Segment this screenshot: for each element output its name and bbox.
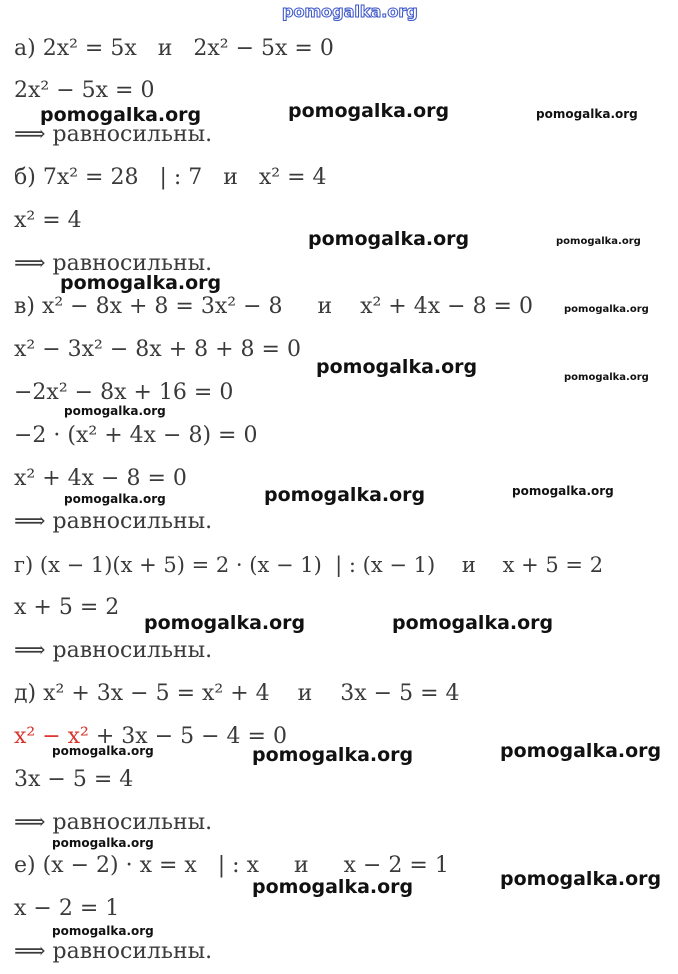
task-d: д) x² + 3x − 5 = x² + 4 и 3x − 5 = 4 <box>14 681 460 706</box>
watermark: pomogalka.org <box>288 100 450 122</box>
watermark: pomogalka.org <box>64 492 166 506</box>
watermark: pomogalka.org <box>512 484 614 498</box>
watermark: pomogalka.org <box>564 372 649 383</box>
task-v-step-4: x² + 4x − 8 = 0 <box>14 466 187 491</box>
watermark: pomogalka.org <box>252 744 414 766</box>
task-e-step-1: x − 2 = 1 <box>14 896 120 921</box>
task-d-step-2: 3x − 5 = 4 <box>14 767 134 792</box>
task-v-step-2: −2x² − 8x + 16 = 0 <box>14 380 234 405</box>
watermark: pomogalka.org <box>144 612 306 634</box>
watermark: pomogalka.org <box>52 836 154 850</box>
watermark: pomogalka.org <box>564 304 649 315</box>
watermark: pomogalka.org <box>308 228 470 250</box>
task-b-step-1: x² = 4 <box>14 208 82 233</box>
task-g-step-1: x + 5 = 2 <box>14 595 120 620</box>
task-g-conclusion: ⟹ равносильны. <box>14 638 213 663</box>
watermark: pomogalka.org <box>40 104 202 126</box>
task-v-step-3: −2 · (x² + 4x − 8) = 0 <box>14 423 258 448</box>
task-a: а) 2x² = 5x и 2x² − 5x = 0 <box>14 36 334 61</box>
watermark: pomogalka.org <box>316 356 478 378</box>
task-v-conclusion: ⟹ равносильны. <box>14 509 213 534</box>
task-g: г) (x − 1)(x + 5) = 2 · (x − 1) | : (x − 1) и x + 5 = 2 <box>14 553 604 577</box>
cancelled-terms: x² − x² <box>14 724 89 749</box>
task-v-step-1: x² − 3x² − 8x + 8 + 8 = 0 <box>14 337 301 362</box>
header-watermark: pomogalka.org <box>282 2 418 21</box>
task-a-conclusion: ⟹ равносильны. <box>14 122 213 147</box>
task-e-conclusion: ⟹ равносильны. <box>14 939 213 964</box>
task-e: е) (x − 2) · x = x | : x и x − 2 = 1 <box>14 853 449 878</box>
watermark: pomogalka.org <box>500 740 662 762</box>
watermark: pomogalka.org <box>536 107 638 121</box>
watermark: pomogalka.org <box>392 612 554 634</box>
watermark: pomogalka.org <box>52 744 154 758</box>
task-d-conclusion: ⟹ равносильны. <box>14 810 213 835</box>
watermark: pomogalka.org <box>64 404 166 418</box>
watermark: pomogalka.org <box>556 236 641 247</box>
task-b-conclusion: ⟹ равносильны. <box>14 251 213 276</box>
watermark: pomogalka.org <box>252 876 414 898</box>
task-a-step-1: 2x² − 5x = 0 <box>14 78 155 103</box>
task-v: в) x² − 8x + 8 = 3x² − 8 и x² + 4x − 8 = 0 <box>14 294 533 319</box>
watermark: pomogalka.org <box>264 484 426 506</box>
task-d-step-1-rest: + 3x − 5 − 4 = 0 <box>88 724 287 749</box>
watermark: pomogalka.org <box>500 868 662 890</box>
task-b: б) 7x² = 28 | : 7 и x² = 4 <box>14 165 327 190</box>
watermark: pomogalka.org <box>60 272 222 294</box>
watermark: pomogalka.org <box>52 924 154 938</box>
